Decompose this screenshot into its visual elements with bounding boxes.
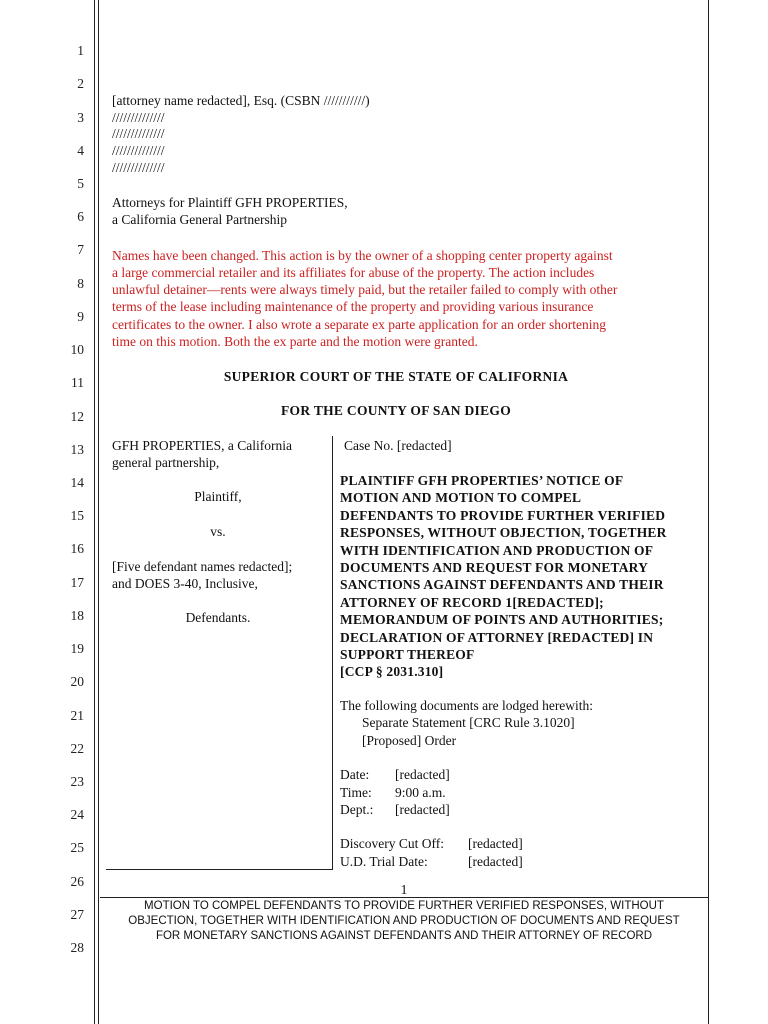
plaintiff-role: Plaintiff, (194, 489, 242, 504)
partnership-line: a California General Partnership (112, 212, 288, 227)
address-line: ////////////// (112, 160, 165, 175)
line-number: 14 (70, 475, 84, 490)
plaintiff-name: GFH PROPERTIES, a California (112, 438, 292, 453)
defendants-role: Defendants. (185, 610, 251, 625)
defendants-names: [Five defendant names redacted]; (112, 559, 293, 574)
line-number: 21 (70, 708, 84, 723)
defendants-does: and DOES 3-40, Inclusive, (112, 576, 258, 591)
line-number: 13 (70, 442, 84, 457)
address-line: ////////////// (112, 143, 165, 158)
footer-title-line: OBJECTION, TOGETHER WITH IDENTIFICATION AND PRODUCTION OF DOCUMENTS AND REQUEST (128, 915, 680, 927)
hearing-dept-value: [redacted] (395, 802, 450, 817)
line-number: 7 (77, 242, 84, 257)
line-number: 22 (70, 741, 84, 756)
motion-title-line: PLAINTIFF GFH PROPERTIES’ NOTICE OF (340, 473, 624, 488)
plaintiff-entity: general partnership, (112, 455, 220, 470)
line-number: 17 (70, 575, 84, 590)
line-number: 15 (70, 508, 84, 523)
versus: vs. (210, 524, 226, 539)
hearing-date-value: [redacted] (395, 767, 450, 782)
motion-title-line: RESPONSES, WITHOUT OBJECTION, TOGETHER (340, 525, 667, 540)
motion-title-line: MOTION AND MOTION TO COMPEL (340, 490, 582, 505)
court-name: SUPERIOR COURT OF THE STATE OF CALIFORNIA (223, 369, 569, 384)
line-number: 2 (77, 76, 84, 91)
left-margin-rule-inner (98, 0, 99, 1024)
lodged-item: Separate Statement [CRC Rule 3.1020] (362, 715, 575, 730)
note-line: certificates to the owner. I also wrote a separate ex parte application for an order shortening (112, 317, 607, 332)
trial-date-label: U.D. Trial Date: (340, 854, 428, 869)
lodged-intro: The following documents are lodged herewith: (340, 698, 594, 713)
motion-title-line: SANCTIONS AGAINST DEFENDANTS AND THEIR (340, 577, 664, 592)
attorney-name-line: [attorney name redacted], Esq. (CSBN ///////////) (112, 93, 370, 108)
line-number: 19 (70, 641, 84, 656)
hearing-time-value: 9:00 a.m. (395, 785, 446, 800)
line-number: 11 (71, 375, 84, 390)
right-margin-rule (708, 0, 709, 1024)
trial-date-value: [redacted] (468, 854, 523, 869)
line-number: 12 (70, 409, 84, 424)
note-line: a large commercial retailer and its affiliates for abuse of the property. The action includes (112, 265, 595, 280)
motion-title-line: WITH IDENTIFICATION AND PRODUCTION OF (340, 543, 654, 558)
case-number: Case No. [redacted] (344, 438, 452, 453)
line-number: 6 (77, 209, 84, 224)
attorneys-for-line: Attorneys for Plaintiff GFH PROPERTIES, (112, 195, 348, 210)
line-number: 3 (77, 110, 84, 125)
note-line: Names have been changed. This action is by the owner of a shopping center property against (112, 248, 613, 263)
motion-title-line: ATTORNEY OF RECORD 1[REDACTED]; (340, 595, 604, 610)
discovery-cutoff-label: Discovery Cut Off: (340, 836, 444, 851)
motion-title-line: [CCP § 2031.310] (340, 664, 444, 679)
page-number: 1 (400, 882, 408, 897)
line-number: 9 (77, 309, 84, 324)
lodged-item: [Proposed] Order (362, 733, 457, 748)
caption-divider (332, 436, 333, 870)
motion-title-line: SUPPORT THEREOF (340, 647, 475, 662)
hearing-time-label: Time: (340, 785, 372, 800)
hearing-date-label: Date: (340, 767, 370, 782)
line-number: 27 (70, 907, 84, 922)
line-number: 5 (77, 176, 84, 191)
line-number: 20 (70, 674, 84, 689)
court-county: FOR THE COUNTY OF SAN DIEGO (281, 403, 511, 418)
address-line: ////////////// (112, 110, 165, 125)
footer-title-line: MOTION TO COMPEL DEFENDANTS TO PROVIDE FURTHER VERIFIED RESPONSES, WITHOUT (144, 900, 664, 912)
note-line: terms of the lease including maintenance of the property and providing various insurance (112, 299, 594, 314)
line-number: 23 (70, 774, 84, 789)
line-number: 26 (70, 874, 84, 889)
line-number: 18 (70, 608, 84, 623)
motion-title-line: DOCUMENTS AND REQUEST FOR MONETARY (340, 560, 649, 575)
note-line: unlawful detainer—rents were always timely paid, but the retailer failed to comply with other (112, 282, 618, 297)
discovery-cutoff-value: [redacted] (468, 836, 523, 851)
line-number: 16 (70, 541, 84, 556)
motion-title-line: DECLARATION OF ATTORNEY [REDACTED] IN (340, 630, 654, 645)
line-number: 8 (77, 276, 84, 291)
left-margin-rule-outer (94, 0, 95, 1024)
line-number: 25 (70, 840, 84, 855)
address-line: ////////////// (112, 126, 165, 141)
line-number: 24 (70, 807, 84, 822)
line-number: 10 (70, 342, 84, 357)
line-number: 28 (70, 940, 84, 955)
note-line: time on this motion. Both the ex parte and the motion were granted. (112, 334, 478, 349)
motion-title-line: DEFENDANTS TO PROVIDE FURTHER VERIFIED (340, 508, 666, 523)
line-number: 1 (77, 43, 84, 58)
caption-bottom-rule (106, 869, 332, 870)
motion-title-line: MEMORANDUM OF POINTS AND AUTHORITIES; (340, 612, 664, 627)
footer-title-line: FOR MONETARY SANCTIONS AGAINST DEFENDANTS AND THEIR ATTORNEY OF RECORD (155, 930, 653, 942)
hearing-dept-label: Dept.: (340, 802, 374, 817)
line-number: 4 (77, 143, 84, 158)
